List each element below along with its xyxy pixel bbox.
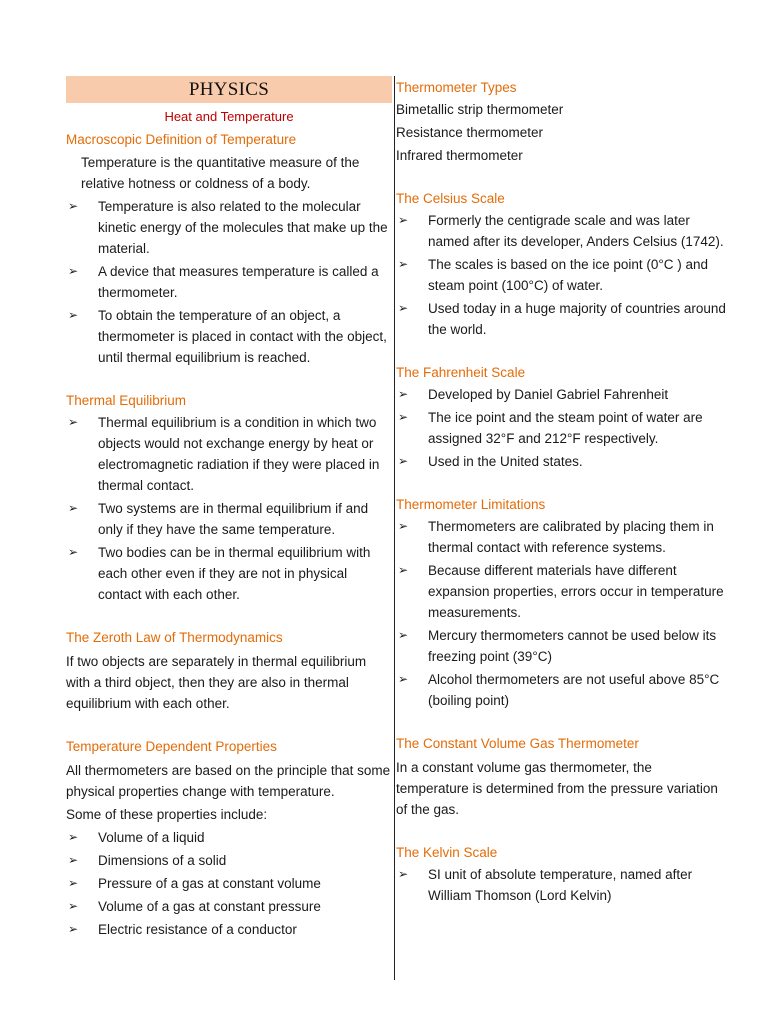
bullet-item: [66, 919, 392, 940]
bullet-text: To obtain the temperature of an object, a thermometer is placed in contact with the object, until thermal equilibrium is reached.: [98, 308, 387, 365]
heading-thermometer-limitations: Thermometer Limitations: [396, 497, 546, 512]
bullet-text: Developed by Daniel Gabriel Fahrenheit: [428, 387, 669, 402]
bullet-text: Temperature is also related to the molecular kinetic energy of the molecules that make up the material.: [98, 199, 388, 256]
arrow-bullet-icon: ➢: [398, 867, 409, 881]
bullet-text: Pressure of a gas at constant volume: [98, 876, 321, 891]
thermometer-type: Resistance thermometer: [396, 125, 544, 140]
bullet-item: [66, 305, 392, 368]
column-divider: [394, 76, 395, 980]
bullet-list: [66, 827, 392, 940]
bullet-item: [396, 384, 726, 405]
arrow-bullet-icon: ➢: [68, 415, 79, 429]
paragraph-temperature-definition: Temperature is the quantitative measure of the relative hotness or coldness of a body.: [81, 155, 360, 191]
arrow-bullet-icon: ➢: [68, 264, 79, 278]
bullet-text: SI unit of absolute temperature, named after William Thomson (Lord Kelvin): [428, 867, 693, 903]
heading-zeroth-law: The Zeroth Law of Thermodynamics: [66, 630, 283, 645]
bullet-text: Volume of a liquid: [98, 830, 205, 845]
bullet-item: [396, 560, 726, 623]
arrow-bullet-icon: ➢: [398, 410, 409, 424]
arrow-bullet-icon: ➢: [68, 922, 79, 936]
bullet-list: [396, 210, 726, 340]
bullet-item: [396, 210, 726, 252]
bullet-text: Volume of a gas at constant pressure: [98, 899, 321, 914]
bullet-item: [396, 407, 726, 449]
heading-thermometer-types: Thermometer Types: [396, 80, 517, 95]
arrow-bullet-icon: ➢: [68, 853, 79, 867]
arrow-bullet-icon: ➢: [68, 899, 79, 913]
arrow-bullet-icon: ➢: [68, 876, 79, 890]
heading-macroscopic-definition: Macroscopic Definition of Temperature: [66, 132, 297, 147]
bullet-item: [396, 254, 726, 296]
paragraph-zeroth-law: If two objects are separately in thermal equilibrium with a third object, then they are also in thermal equilibrium with each other.: [66, 654, 367, 711]
bullet-text: The scales is based on the ice point (0°C ) and steam point (100°C) of water.: [428, 257, 709, 293]
bullet-item: [396, 451, 726, 472]
bullet-text: Used in the United states.: [428, 454, 583, 469]
bullet-text: A device that measures temperature is called a thermometer.: [98, 264, 379, 300]
bullet-item: [66, 412, 392, 496]
paragraph-properties-intro: Some of these properties include:: [66, 807, 268, 822]
bullet-item: [396, 625, 726, 667]
arrow-bullet-icon: ➢: [68, 830, 79, 844]
bullet-text: Dimensions of a solid: [98, 853, 227, 868]
bullet-text: Thermometers are calibrated by placing them in thermal contact with reference systems.: [428, 519, 714, 555]
arrow-bullet-icon: ➢: [398, 257, 409, 271]
bullet-text: Used today in a huge majority of countries around the world.: [428, 301, 726, 337]
right-column: [396, 76, 726, 906]
arrow-bullet-icon: ➢: [398, 387, 409, 401]
bullet-text: Mercury thermometers cannot be used below its freezing point (39°C): [428, 628, 717, 664]
bullet-list: [396, 864, 726, 906]
bullet-item: [66, 261, 392, 303]
heading-kelvin-scale: The Kelvin Scale: [396, 845, 498, 860]
arrow-bullet-icon: ➢: [398, 454, 409, 468]
bullet-item: [66, 542, 392, 605]
left-column: [66, 76, 392, 940]
heading-thermal-equilibrium: Thermal Equilibrium: [66, 393, 187, 408]
arrow-bullet-icon: ➢: [398, 519, 409, 533]
bullet-item: [396, 669, 726, 711]
bullet-text: Because different materials have different expansion properties, errors occur in temperature measurements.: [428, 563, 724, 620]
bullet-item: [66, 873, 392, 894]
bullet-text: Thermal equilibrium is a condition in which two objects would not exchange energy by heat or electromagnetic radiation if they were placed in thermal contact.: [98, 415, 380, 493]
heading-temperature-dependent-properties: Temperature Dependent Properties: [66, 739, 277, 754]
arrow-bullet-icon: ➢: [398, 563, 409, 577]
arrow-bullet-icon: ➢: [398, 301, 409, 315]
bullet-text: Alcohol thermometers are not useful above 85°C (boiling point): [428, 672, 720, 708]
bullet-list: [66, 412, 392, 605]
bullet-text: Two bodies can be in thermal equilibrium with each other even if they are not in physical contact with each other.: [98, 545, 371, 602]
arrow-bullet-icon: ➢: [398, 628, 409, 642]
bullet-item: [66, 498, 392, 540]
bullet-item: [396, 298, 726, 340]
bullet-item: [396, 864, 726, 906]
subtitle: Heat and Temperature: [164, 109, 294, 124]
arrow-bullet-icon: ➢: [398, 213, 409, 227]
bullet-list: [66, 196, 392, 368]
heading-constant-volume-gas-thermometer: The Constant Volume Gas Thermometer: [396, 736, 639, 751]
page-title: PHYSICS: [66, 76, 392, 103]
bullet-text: The ice point and the steam point of water are assigned 32°F and 212°F respectively.: [428, 410, 703, 446]
bullet-item: [66, 196, 392, 259]
paragraph-gas-thermometer: In a constant volume gas thermometer, the temperature is determined from the pressure variation of the gas.: [396, 760, 718, 817]
arrow-bullet-icon: ➢: [68, 545, 79, 559]
bullet-text: Two systems are in thermal equilibrium if and only if they have the same temperature.: [98, 501, 369, 537]
arrow-bullet-icon: ➢: [68, 501, 79, 515]
paragraph-thermometer-principle: All thermometers are based on the principle that some physical properties change with temperature.: [66, 763, 391, 799]
thermometer-type: Bimetallic strip thermometer: [396, 102, 564, 117]
bullet-text: Formerly the centigrade scale and was later named after its developer, Anders Celsius (1742).: [428, 213, 724, 249]
arrow-bullet-icon: ➢: [398, 672, 409, 686]
arrow-bullet-icon: ➢: [68, 199, 79, 213]
bullet-text: Electric resistance of a conductor: [98, 922, 297, 937]
bullet-item: [66, 850, 392, 871]
bullet-list: [396, 516, 726, 711]
bullet-item: [66, 896, 392, 917]
thermometer-type: Infrared thermometer: [396, 148, 523, 163]
heading-fahrenheit-scale: The Fahrenheit Scale: [396, 365, 526, 380]
heading-celsius-scale: The Celsius Scale: [396, 191, 505, 206]
thermometer-types-list: [396, 99, 726, 166]
bullet-list: [396, 384, 726, 472]
bullet-item: [66, 827, 392, 848]
bullet-item: [396, 516, 726, 558]
arrow-bullet-icon: ➢: [68, 308, 79, 322]
